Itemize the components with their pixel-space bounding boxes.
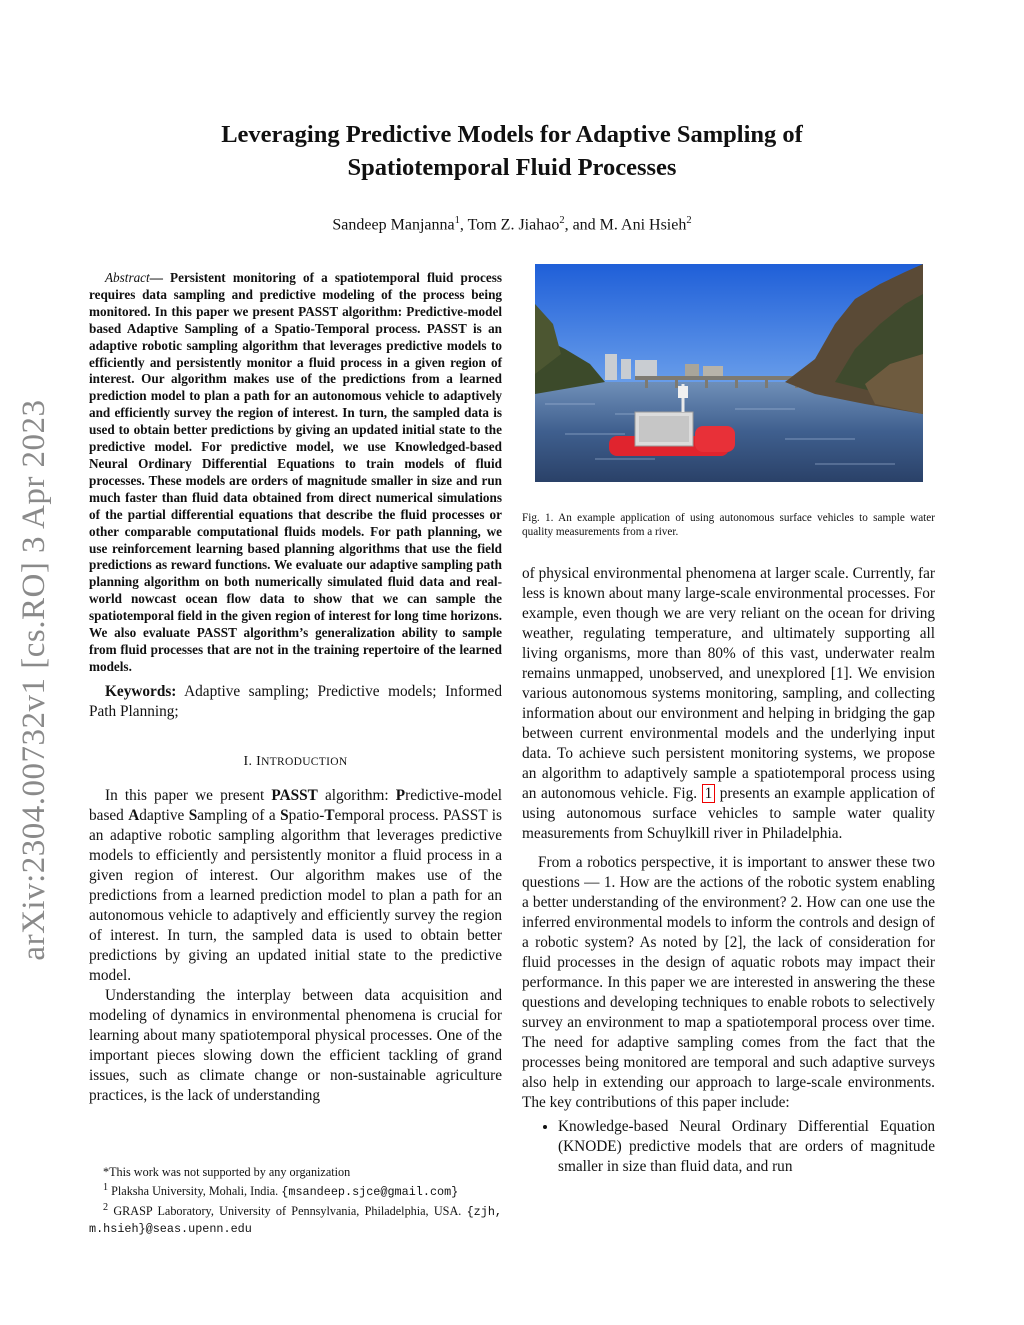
title-line-2: Spatiotemporal Fluid Processes [347, 154, 677, 181]
footnote-funding: *This work was not supported by any organization [103, 1165, 351, 1179]
right-paragraph-1 [522, 564, 935, 844]
intro-paragraph-2: Understanding the interplay between data acquisition and modeling of dynamics in environmental phenomena is crucial for learning about many spatiotemporal physical processes. One of the important pieces slowing down the efficient tackling of grand issues, such as climate change or non-sustainable agriculture practices, is the lack of understanding [89, 986, 502, 1104]
intro-text-2: algorithm: [317, 786, 396, 804]
intro-text-5: ampling of a [197, 806, 281, 824]
intro-text-6: patio- [288, 806, 325, 824]
footnotes [89, 1164, 502, 1237]
right-p1-text-1: of physical environmental phenomena at larger scale. Currently, far less is known about many large-scale environmental processes. For example, even though we are very reliant on the ocean for driving weather, regulating temperature, and ultimately supporting all living organisms, more than 80% of this vast, underwater realm remains unmapped, unobserved, and unexplored [1]. We envision various autonomous systems monitoring, sampling, and collecting information about our environment and helping in bridging the gap between current environmental models and the underlying input data. To achieve such persistent monitoring systems, we propose an algorithm to adaptively sample a spatiotemporal process using an autonomous vehicle. Fig. [522, 565, 935, 802]
abstract [89, 270, 502, 676]
footnote-1-mark: 1 [103, 1182, 109, 1193]
keywords-label: Keywords: [105, 682, 177, 700]
abstract-label: Abstract [105, 270, 150, 285]
figure-1-image [535, 264, 923, 482]
intro-text-4: daptive [139, 806, 189, 824]
arxiv-identifier: arXiv:2304.00732v1 [cs.RO] 3 Apr 2023 [16, 399, 52, 961]
footnote-affil-1 [89, 1180, 502, 1200]
author-sep-1: , [459, 216, 468, 234]
right-p1-text-2: presents an example application of using autonomous surface vehicles to sample water quality measurements from Schuylkill river in Philadelphia. [522, 785, 935, 842]
figure-reference-link[interactable]: 1 [702, 784, 716, 803]
author-sep-2: , and [564, 216, 600, 234]
footnote-2-email[interactable]: {zjh, m.hsieh}@seas.upenn.edu [89, 1205, 502, 1237]
section-rest: NTRODUCTION [261, 755, 348, 768]
author-list [120, 210, 904, 236]
intro-bold-p: P [395, 786, 406, 804]
figure-1-caption: Fig. 1. An example application of using autonomous surface vehicles to sample water quality measurements from a river. [522, 512, 935, 538]
footnote-1-text: Plaksha University, Mohali, India. [108, 1184, 282, 1199]
section-numeral: I. [243, 753, 257, 769]
right-column [522, 564, 935, 1177]
author-3-affil: 2 [686, 215, 692, 226]
footnote-2-text: GRASP Laboratory, University of Pennsylvania, Philadelphia, USA. [108, 1204, 467, 1219]
section-heading-introduction [89, 752, 502, 772]
section-initial: I [256, 753, 262, 769]
intro-text-7: emporal process. PASST is an adaptive robotic sampling algorithm that leverages predictive models to efficiently and persistently monitor a fluid process in a given region of interest. Our algorithm makes use of the predictions from a learned prediction model to plan a path for an autonomous vehicle to adaptively and efficiently survey the region of interest. In turn, the sampled data is used to obtain better predictions by giving an updated initial state to the predictive model. [89, 806, 502, 984]
intro-bold-s2: S [280, 806, 289, 824]
abstract-dash: — [149, 270, 171, 285]
footnote-1-email[interactable]: {msandeep.sjce@gmail.com} [281, 1185, 459, 1200]
author-1: Sandeep Manjanna [332, 216, 455, 234]
intro-bold-t: T [324, 806, 335, 824]
contributions-list [522, 1117, 935, 1177]
author-2-affil: 2 [559, 215, 565, 226]
intro-bold-passt: PASST [271, 786, 318, 804]
intro-bold-s: S [188, 806, 198, 824]
paper-title [120, 118, 904, 184]
intro-text-3: redictive-model based [89, 786, 502, 824]
keywords [89, 682, 502, 722]
river-photo [535, 264, 923, 482]
title-line-1: Leveraging Predictive Models for Adaptive Sampling of [221, 121, 803, 148]
intro-paragraph-1 [89, 786, 502, 986]
author-3: M. Ani Hsieh [599, 216, 687, 234]
right-paragraph-2: From a robotics perspective, it is important to answer these two questions — 1. How are the actions of the robotic system enabling a better understanding of the environment? 2. How can one use the inferred environmental models to inform the controls and design of a robotic system? As noted by [2], the lack of consideration for fluid processes in the design of aquatic robots may impact their performance. In this paper we are interested in answering the these questions and developing techniques to enable robots to selectively survey an environment to map a spatiotemporal process over time. The need for adaptive sampling comes from the fact that the processes being monitored are temporal and such adaptive surveys also help in extending our approach to large-scale environments. The key contributions of this paper include: [522, 854, 935, 1111]
intro-text-1: In this paper we present [105, 786, 272, 804]
author-1-affil: 1 [454, 215, 460, 226]
author-2: Tom Z. Jiahao [467, 216, 560, 234]
footnote-affil-2 [89, 1200, 502, 1237]
keywords-text: Adaptive sampling; Predictive models; Informed Path Planning; [89, 682, 502, 720]
abstract-text: Persistent monitoring of a spatiotemporal fluid process requires data sampling and predictive modeling of the process being monitored. In this paper we present PASST algorithm: Predictive-model based Adaptive Sampling of a Spatio-Temporal process. PASST is an adaptive robotic sampling algorithm that leverages predictive models to efficiently and persistently monitor a fluid process in a given region of interest. Our algorithm makes use of the predictions from a learned prediction model to plan a path for an autonomous vehicle to adaptively and efficiently survey the region of interest. In turn, the sampled data is used to obtain better predictions by giving an updated initial state to the predictive model. For predictive model, we use Knowledged-based Neural Ordinary Differential Equations to train models of fluid processes. These models are orders of magnitude smaller in size and run much faster than fluid data obtained from direct numerical simulations of the partial differential equations that describe the fluid processes or other comparable computational fluids models. For path planning, we use reinforcement learning based planning algorithms that use the field predictions as reward functions. We evaluate our adaptive sampling path planning algorithm on both numerically simulated fluid data and real-world nowcast ocean flow data to show that we can sample the spatiotemporal field in the given region of interest for long time horizons. We also evaluate PASST algorithm’s generalization ability to sample from fluid processes that are not in the training repertoire of the learned models. [89, 270, 502, 674]
intro-bold-a: A [128, 806, 140, 824]
left-column [89, 270, 502, 1106]
footnote-2-mark: 2 [103, 1202, 109, 1214]
contribution-item: • Knowledge-based Neural Ordinary Differential Equation (KNODE) predictive models that are orders of magnitude smaller in size than fluid data, and run [558, 1117, 935, 1177]
